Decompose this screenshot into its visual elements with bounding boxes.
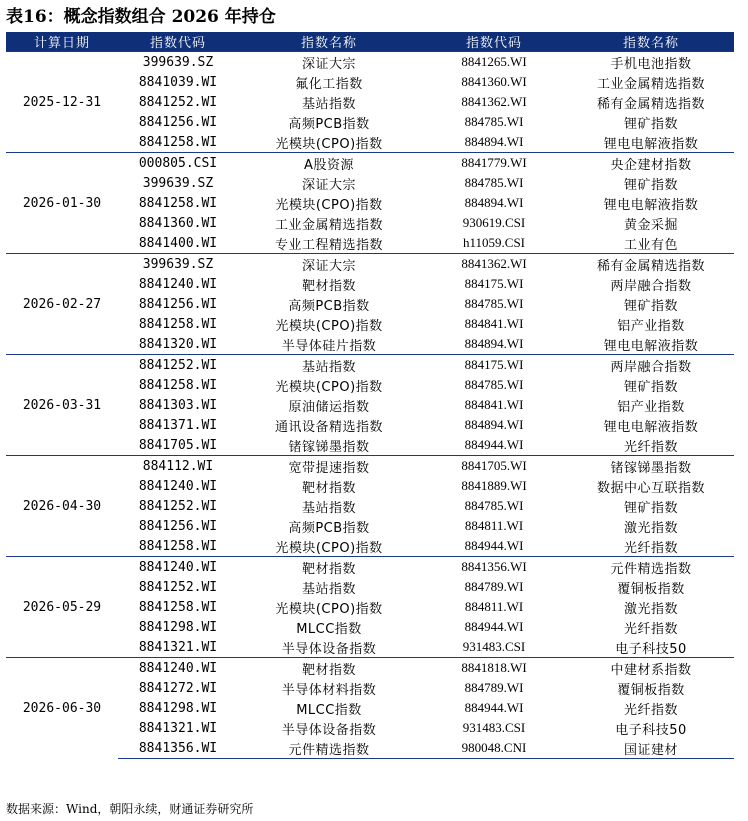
index-name-1-cell: 锗镓锑墨指数: [288, 439, 370, 455]
index-name-2-cell: 两岸融合指数: [610, 278, 692, 294]
index-name-1-cell: 靶材指数: [238, 658, 420, 679]
index-name-2-cell: 锂矿指数: [623, 298, 678, 314]
index-name-2-cell: 铝产业指数: [617, 318, 685, 334]
index-code-2-cell: 884785.WI: [464, 498, 524, 513]
index-name-2-cell: 光纤指数: [623, 702, 678, 718]
index-name-1-cell: 高频PCB指数: [288, 298, 370, 314]
index-name-2-cell: 稀有金属精选指数: [568, 254, 734, 275]
index-code-2-cell: 930619.CSI: [462, 215, 526, 230]
index-code-2-cell: 884841.WI: [464, 316, 524, 331]
table-row: [6, 52, 734, 73]
index-code-2-cell: 884894.WI: [464, 134, 524, 149]
index-code-2-cell: 931483.CSI: [462, 639, 526, 654]
index-name-2-cell: 两岸融合指数: [568, 355, 734, 376]
table-row: [6, 355, 734, 376]
index-code-2-cell: 884944.WI: [464, 538, 524, 553]
index-name-2-cell: 稀有金属精选指数: [596, 96, 705, 112]
index-name-1-cell: 基站指数: [238, 355, 420, 376]
table-row: [6, 254, 734, 275]
index-name-2-cell: 工业有色: [623, 237, 678, 253]
index-name-1-cell: 半导体设备指数: [281, 641, 377, 657]
index-code-1-cell: 8841705.WI: [138, 437, 218, 453]
index-code-1-cell: 8841298.WI: [138, 700, 218, 716]
index-code-2-cell: 884811.WI: [464, 518, 524, 533]
index-name-1-cell: 光模块(CPO)指数: [275, 197, 383, 213]
index-code-2-cell: 884811.WI: [464, 599, 524, 614]
index-code-1-cell: 8841256.WI: [138, 114, 218, 130]
index-name-1-cell: 深证大宗: [301, 177, 356, 193]
index-name-1-cell: 光模块(CPO)指数: [275, 318, 383, 334]
index-code-1-cell: 8841356.WI: [118, 738, 238, 759]
index-name-1-cell: 基站指数: [301, 500, 356, 516]
index-code-1-cell: 8841258.WI: [138, 316, 218, 332]
index-name-2-cell: 覆铜板指数: [617, 581, 685, 597]
index-code-1-cell: 8841320.WI: [138, 336, 218, 352]
index-code-1-cell: 8841240.WI: [138, 478, 218, 494]
index-name-1-cell: 工业金属精选指数: [274, 217, 383, 233]
index-code-2-cell: 884789.WI: [464, 579, 524, 594]
index-name-1-cell: 元件精选指数: [238, 738, 420, 759]
index-name-2-cell: 激光指数: [623, 601, 678, 617]
index-name-2-cell: 手机电池指数: [568, 52, 734, 73]
index-code-2-cell: 8841889.WI: [461, 478, 527, 493]
index-name-2-cell: 锂电电解液指数: [603, 197, 699, 213]
index-code-1-cell: 399639.SZ: [118, 52, 238, 73]
index-code-2-cell: 8841818.WI: [420, 658, 568, 679]
index-code-2-cell: 884785.WI: [464, 377, 524, 392]
index-code-1-cell: 8841252.WI: [138, 579, 218, 595]
index-code-1-cell: 8841240.WI: [138, 276, 218, 292]
index-code-1-cell: 8841298.WI: [138, 619, 218, 635]
index-name-2-cell: 光纤指数: [623, 540, 678, 556]
index-name-2-cell: 锂电电解液指数: [603, 136, 699, 152]
index-name-2-cell: 黄金采掘: [623, 217, 678, 233]
index-name-2-cell: 国证建材: [568, 738, 734, 759]
index-name-2-cell: 工业金属精选指数: [596, 76, 705, 92]
index-name-2-cell: 锂矿指数: [623, 116, 678, 132]
index-name-1-cell: 光模块(CPO)指数: [275, 379, 383, 395]
index-code-2-cell: 884785.WI: [464, 175, 524, 190]
index-name-2-cell: 元件精选指数: [568, 557, 734, 578]
index-code-1-cell: 8841252.WI: [138, 498, 218, 514]
index-code-1-cell: 399639.SZ: [118, 254, 238, 275]
index-code-2-cell: 884785.WI: [464, 296, 524, 311]
table-row: [6, 557, 734, 578]
index-code-2-cell: 884789.WI: [464, 680, 524, 695]
index-name-2-cell: 锂矿指数: [623, 500, 678, 516]
index-code-1-cell: 8841258.WI: [138, 377, 218, 393]
index-code-1-cell: 8841321.WI: [138, 639, 218, 655]
header-index-name-1: 指数名称: [238, 32, 420, 52]
index-code-1-cell: 8841371.WI: [138, 417, 218, 433]
index-name-1-cell: 靶材指数: [301, 480, 356, 496]
index-code-2-cell: 8841265.WI: [420, 52, 568, 73]
index-name-1-cell: 原油储运指数: [288, 399, 370, 415]
index-code-2-cell: 8841362.WI: [420, 254, 568, 275]
index-code-2-cell: 884175.WI: [464, 276, 524, 291]
index-code-1-cell: 8841258.WI: [138, 599, 218, 615]
index-name-1-cell: 深证大宗: [238, 52, 420, 73]
index-code-2-cell: 8841705.WI: [420, 456, 568, 477]
index-code-1-cell: 8841303.WI: [138, 397, 218, 413]
index-code-1-cell: 399639.SZ: [142, 175, 214, 191]
index-name-2-cell: 锗镓锑墨指数: [568, 456, 734, 477]
index-code-1-cell: 000805.CSI: [118, 153, 238, 174]
index-code-2-cell: h11059.CSI: [463, 235, 525, 250]
index-code-1-cell: 8841400.WI: [138, 235, 218, 251]
table-row: [6, 456, 734, 477]
index-name-2-cell: 铝产业指数: [617, 399, 685, 415]
calc-date-cell: 2026-06-30: [6, 658, 118, 759]
index-name-1-cell: 半导体材料指数: [281, 682, 377, 698]
index-code-2-cell: 884785.WI: [464, 114, 524, 129]
index-name-1-cell: 光模块(CPO)指数: [275, 136, 383, 152]
index-code-1-cell: 8841272.WI: [138, 680, 218, 696]
index-name-1-cell: A股资源: [238, 153, 420, 174]
index-code-2-cell: 8841779.WI: [420, 153, 568, 174]
index-name-1-cell: 光模块(CPO)指数: [275, 540, 383, 556]
calc-date-cell: 2026-01-30: [6, 153, 118, 254]
index-name-1-cell: 高频PCB指数: [288, 520, 370, 536]
calc-date-cell: 2025-12-31: [6, 52, 118, 153]
index-name-1-cell: MLCC指数: [296, 621, 362, 637]
index-name-2-cell: 激光指数: [623, 520, 678, 536]
index-name-2-cell: 覆铜板指数: [617, 682, 685, 698]
index-code-1-cell: 8841252.WI: [118, 355, 238, 376]
table-title: 表16：概念指数组合 2026 年持仓: [6, 7, 276, 27]
holdings-table: [6, 32, 734, 759]
header-calc-date: 计算日期: [6, 32, 118, 52]
table-row: [6, 658, 734, 679]
index-name-1-cell: 基站指数: [301, 96, 356, 112]
index-name-1-cell: 深证大宗: [238, 254, 420, 275]
index-name-1-cell: 氟化工指数: [295, 76, 363, 92]
index-name-1-cell: 宽带提速指数: [238, 456, 420, 477]
index-code-1-cell: 8841258.WI: [138, 538, 218, 554]
index-code-2-cell: 8841360.WI: [461, 74, 527, 89]
index-name-1-cell: 高频PCB指数: [288, 116, 370, 132]
index-code-2-cell: 884894.WI: [464, 195, 524, 210]
index-code-2-cell: 884944.WI: [464, 700, 524, 715]
index-name-1-cell: 半导体设备指数: [281, 722, 377, 738]
index-name-2-cell: 锂电电解液指数: [603, 338, 699, 354]
index-code-2-cell: 884944.WI: [464, 619, 524, 634]
index-name-2-cell: 锂矿指数: [623, 379, 678, 395]
index-code-1-cell: 8841252.WI: [138, 94, 218, 110]
index-code-1-cell: 8841240.WI: [118, 557, 238, 578]
index-name-2-cell: 数据中心互联指数: [596, 480, 705, 496]
index-name-2-cell: 光纤指数: [623, 621, 678, 637]
index-code-2-cell: 980048.CNI: [420, 738, 568, 759]
index-code-2-cell: 884944.WI: [464, 437, 524, 452]
index-name-2-cell: 电子科技50: [615, 722, 687, 738]
index-name-2-cell: 光纤指数: [623, 439, 678, 455]
index-name-2-cell: 锂矿指数: [623, 177, 678, 193]
index-name-1-cell: 光模块(CPO)指数: [275, 601, 383, 617]
index-name-1-cell: 基站指数: [301, 581, 356, 597]
index-name-2-cell: 电子科技50: [615, 641, 687, 657]
index-name-1-cell: 靶材指数: [238, 557, 420, 578]
index-code-1-cell: 884112.WI: [118, 456, 238, 477]
header-index-code-2: 指数代码: [420, 32, 568, 52]
index-code-1-cell: 8841258.WI: [138, 195, 218, 211]
index-code-1-cell: 8841240.WI: [118, 658, 238, 679]
index-code-1-cell: 8841039.WI: [138, 74, 218, 90]
table-row: [6, 153, 734, 174]
index-code-1-cell: 8841258.WI: [138, 134, 218, 150]
index-code-2-cell: 931483.CSI: [462, 720, 526, 735]
index-name-1-cell: MLCC指数: [296, 702, 362, 718]
index-code-1-cell: 8841321.WI: [138, 720, 218, 736]
calc-date-cell: 2026-04-30: [6, 456, 118, 557]
index-code-1-cell: 8841256.WI: [138, 296, 218, 312]
index-name-2-cell: 央企建材指数: [568, 153, 734, 174]
calc-date-cell: 2026-03-31: [6, 355, 118, 456]
index-code-2-cell: 884175.WI: [420, 355, 568, 376]
calc-date-cell: 2026-05-29: [6, 557, 118, 658]
index-code-2-cell: 884894.WI: [464, 336, 524, 351]
index-name-2-cell: 中建材系指数: [568, 658, 734, 679]
index-name-2-cell: 锂电电解液指数: [603, 419, 699, 435]
header-row: [6, 32, 734, 52]
index-name-1-cell: 靶材指数: [301, 278, 356, 294]
index-name-1-cell: 通讯设备精选指数: [274, 419, 383, 435]
calc-date-cell: 2026-02-27: [6, 254, 118, 355]
index-code-1-cell: 8841360.WI: [138, 215, 218, 231]
index-code-2-cell: 8841362.WI: [461, 94, 527, 109]
index-code-2-cell: 8841356.WI: [420, 557, 568, 578]
index-code-1-cell: 8841256.WI: [138, 518, 218, 534]
source-note: 数据来源：Wind，朝阳永续，财通证券研究所: [6, 802, 254, 816]
index-name-1-cell: 专业工程精选指数: [274, 237, 383, 253]
index-code-2-cell: 884894.WI: [464, 417, 524, 432]
index-name-1-cell: 半导体硅片指数: [281, 338, 377, 354]
index-code-2-cell: 884841.WI: [464, 397, 524, 412]
header-index-code-1: 指数代码: [118, 32, 238, 52]
header-index-name-2: 指数名称: [568, 32, 734, 52]
